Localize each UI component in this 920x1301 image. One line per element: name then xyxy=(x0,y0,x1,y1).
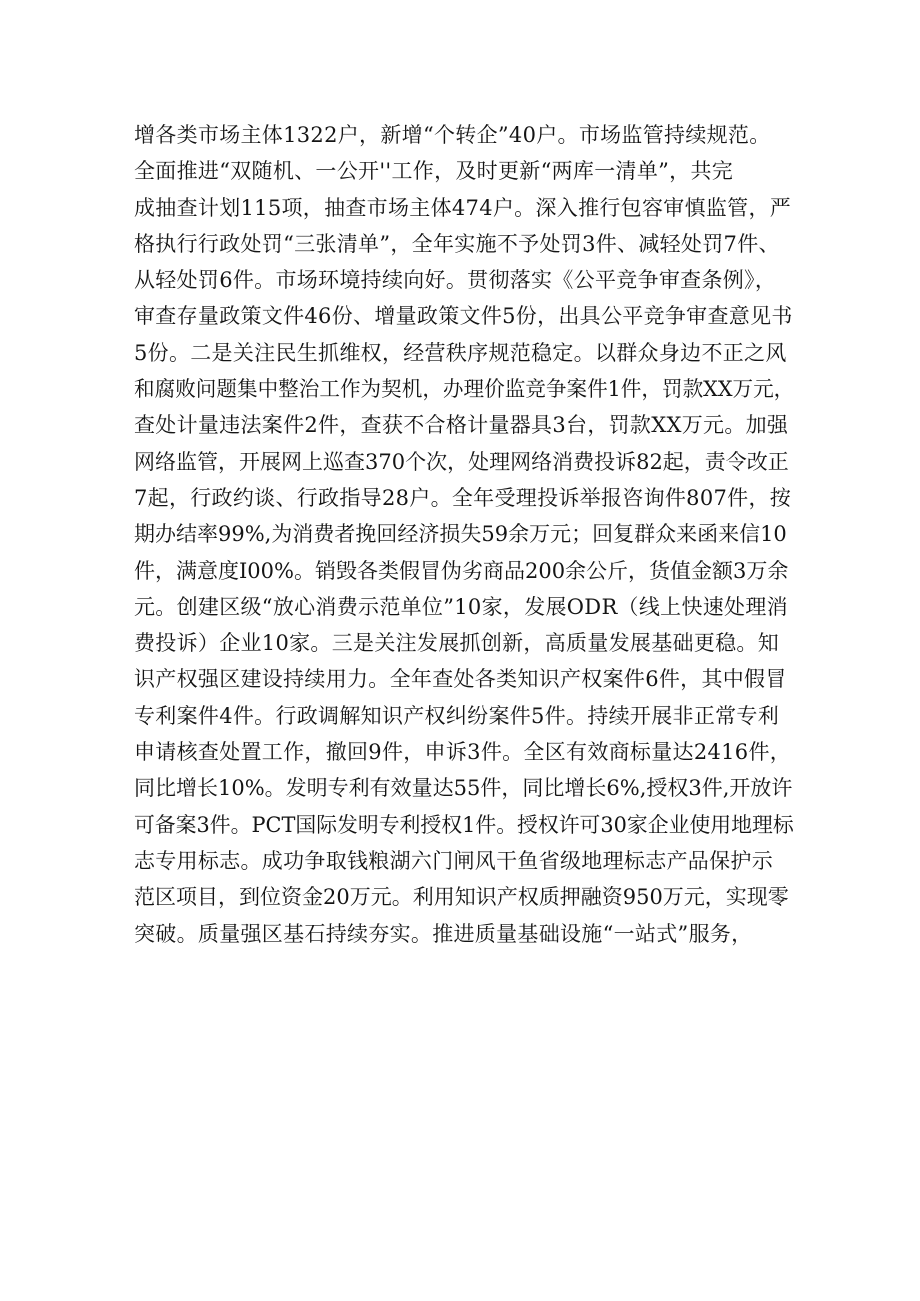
text-line: 专利案件4件。行政调解知识产权纠纷案件5件。持续开展非正常专利 xyxy=(134,703,780,728)
text-line: 网络监管，开展网上巡查370个次，处理网络消费投诉82起，责令改正 xyxy=(134,449,789,474)
text-line: 成抽查计划115项，抽查市场主体474户。深入推行包容审慎监管，严 xyxy=(134,195,792,220)
text-line: 7起，行政约谈、行政指导28户。全年受理投诉举报咨询件807件，按 xyxy=(134,485,792,510)
text-line: 期办结率99%,为消费者挽回经济损失59余万元；回复群众来函来信10 xyxy=(134,522,787,547)
text-line: 同比增长10%。发明专利有效量达55件，同比增长6%,授权3件,开放许 xyxy=(134,776,793,801)
text-line: 突破。质量强区基石持续夯实。推进质量基础设施“一站式”服务， xyxy=(134,921,753,946)
text-line: 增各类市场主体1322户，新增“个转企”40户。市场监管持续规范。 xyxy=(134,123,771,147)
text-line: 范区项目，到位资金20万元。利用知识产权质押融资950万元，实现零 xyxy=(134,885,789,910)
text-line: 费投诉）企业10家。三是关注发展抓创新，高质量发展基础更稳。知 xyxy=(134,631,780,656)
text-line: 件，满意度I00%。销毁各类假冒伪劣商品200余公斤，货值金额3万余 xyxy=(134,558,789,583)
text-line: 审查存量政策文件46份、增量政策文件5份，出具公平竞争审查意见书 xyxy=(134,304,793,329)
text-line: 可备案3件。PCT国际发明专利授权1件。授权许可30家企业使用地理标 xyxy=(134,812,794,837)
text-line: 从轻处罚6件。市场环境持续向好。贯彻落实《公平竞争审查条例》， xyxy=(134,268,777,293)
text-line: 志专用标志。成功争取钱粮湖六门闸风干鱼省级地理标志产品保护示 xyxy=(134,848,773,873)
text-line: 格执行行政处罚“三张清单”，全年实施不予处罚3件、减轻处罚7件、 xyxy=(134,231,780,256)
text-line: 申请核查处置工作，撤回9件，申诉3件。全区有效商标量达2416件， xyxy=(134,740,792,765)
text-line: 元。创建区级“放心消费示范单位”10家，发展ODR（线上快速处理消 xyxy=(134,594,788,619)
text-line: 和腐败问题集中整治工作为契机，办理价监竞争案件1件，罚款XX万元， xyxy=(134,377,795,402)
body-paragraph xyxy=(134,117,794,952)
text-line: 5份。二是关注民生抓维权，经营秩序规范稳定。以群众身边不正之风 xyxy=(134,340,787,365)
text-line: 识产权强区建设持续用力。全年查处各类知识产权案件6件，其中假冒 xyxy=(134,667,787,692)
text-line: 查处计量违法案件2件，查获不合格计量器具3台，罚款XX万元。加强 xyxy=(134,413,789,438)
text-line: 全面推进“双随机、一公开''工作，及时更新“两库一清单”，共完 xyxy=(134,159,734,184)
